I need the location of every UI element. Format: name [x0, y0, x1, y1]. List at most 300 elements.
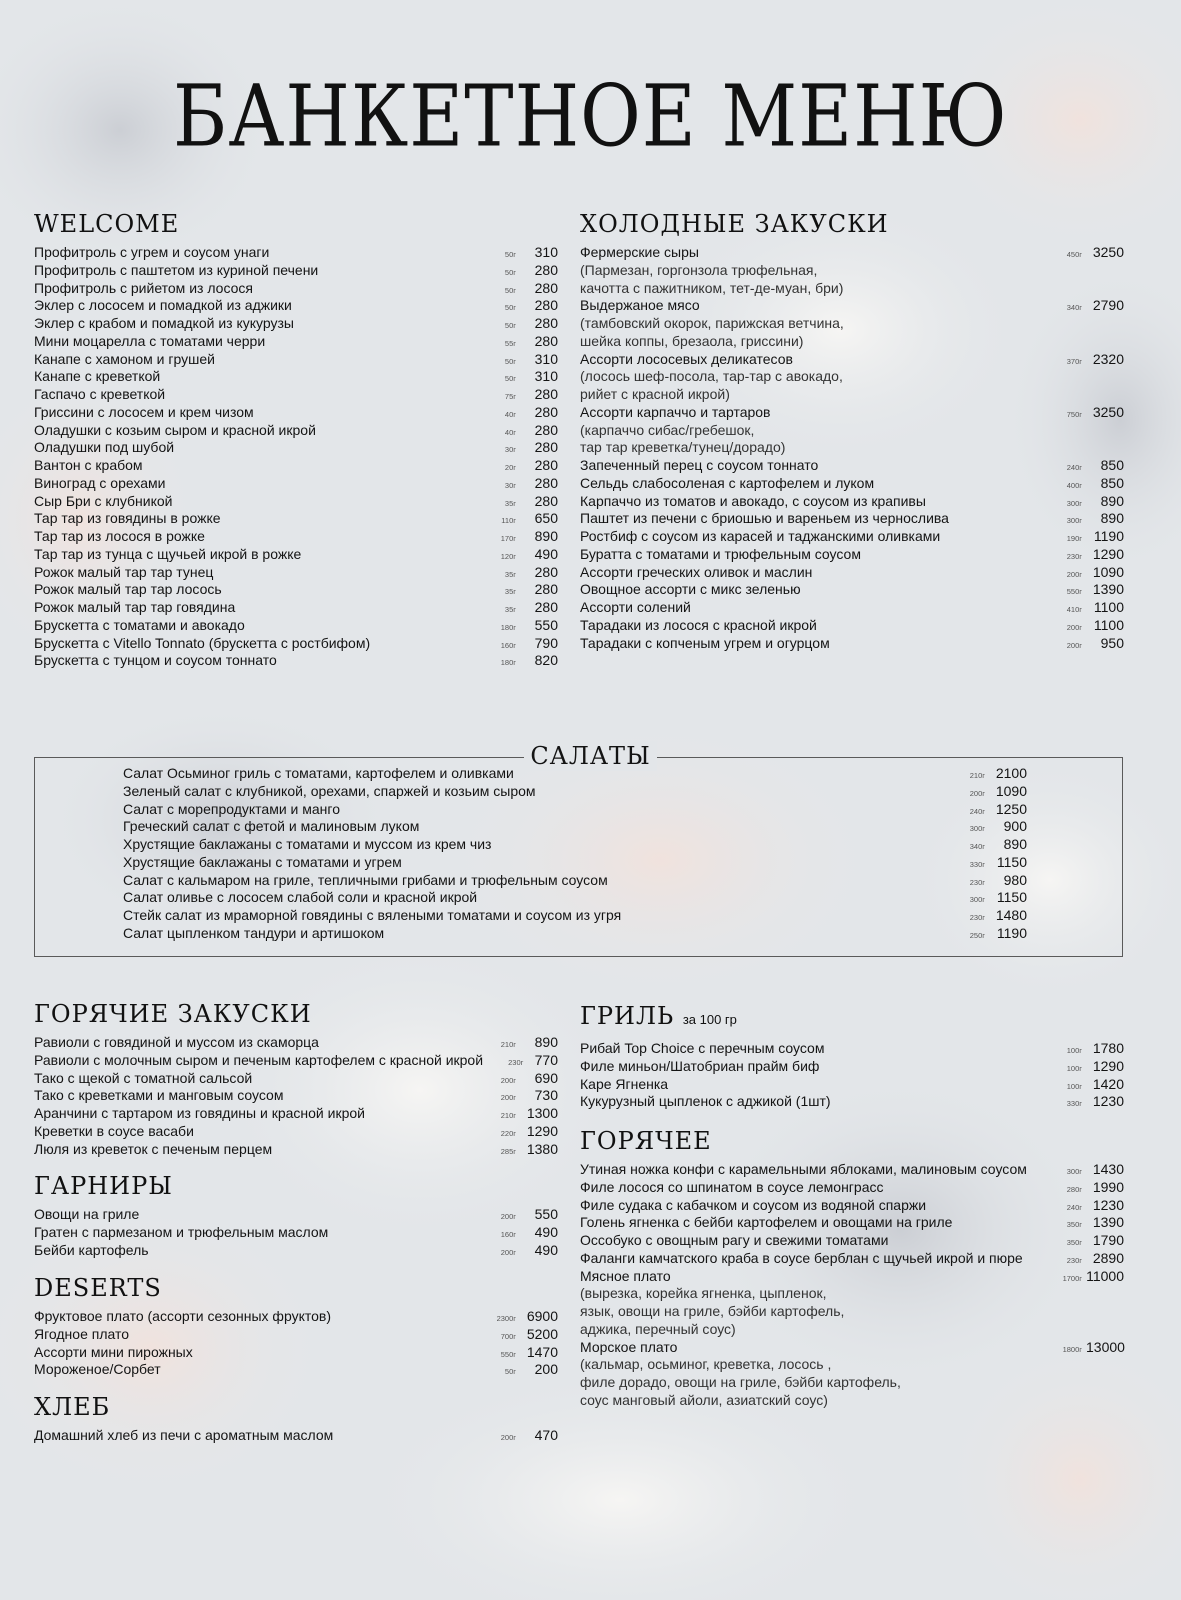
item-price: 5200: [526, 1325, 558, 1342]
item-price: 280: [534, 474, 558, 491]
item-weight: 1800г: [1062, 1344, 1082, 1354]
item-price: 200: [534, 1361, 558, 1378]
item-weight: 230г: [508, 1057, 524, 1067]
item-name: Зеленый салат с клубникой, орехами, спаржей и козьим сыром: [123, 782, 536, 799]
menu-item: [123, 889, 1027, 907]
item-description: соус манговый айоли, азиатский соус): [580, 1391, 828, 1408]
menu-item: [34, 1087, 558, 1105]
item-name: Овощное ассорти с микс зеленью: [580, 581, 801, 598]
item-price: 490: [534, 1223, 558, 1240]
item-name: Рожок малый тар тар говядина: [34, 599, 236, 615]
menu-item: [580, 351, 1124, 369]
item-description: филе дорадо, овощи на гриле, бэйби картофель,: [580, 1374, 901, 1390]
item-weight: 100г: [1066, 1046, 1082, 1055]
item-price: 11000: [1086, 1267, 1124, 1284]
item-name: Оладушки с козьим сыром и красной икрой: [34, 421, 316, 438]
item-name: Тарадаки из лосося с красной икрой: [580, 616, 817, 633]
item-price: 890: [1100, 492, 1124, 509]
item-description: (кальмар, осьминог, креветка, лосось ,: [580, 1356, 832, 1373]
item-weight: 100г: [1066, 1081, 1082, 1091]
item-name: Мороженое/Сорбет: [34, 1361, 161, 1378]
section-grill: [580, 1001, 1124, 1111]
item-weight: 50г: [504, 356, 516, 366]
item-name: Равиоли с молочным сыром и печеным картофелем с красной икрой: [34, 1051, 484, 1068]
menu-item: [123, 783, 1027, 801]
item-name: Оссобуко с овощным рагу и свежими томатами: [580, 1232, 889, 1248]
item-name: Гратен с пармезаном и трюфельным маслом: [34, 1223, 329, 1240]
item-price: 1390: [1092, 1214, 1124, 1231]
item-weight: 200г: [1066, 640, 1082, 650]
item-name: Мини моцарелла с томатами черри: [34, 332, 266, 349]
item-price: 730: [534, 1087, 558, 1104]
item-name: Равиоли с говядиной и муссом из скаморца: [34, 1034, 319, 1050]
item-name: Салат с кальмаром на гриле, тепличными грибами и трюфельным соусом: [123, 871, 608, 888]
item-name: Фермерские сыры: [580, 244, 699, 260]
item-name: Бейби картофель: [34, 1241, 149, 1258]
item-name: Тар тар из тунца с щучьей икрой в рожке: [34, 545, 302, 562]
item-weight: 35г: [504, 498, 516, 508]
item-weight: 300г: [1066, 1167, 1082, 1176]
item-price: 1090: [1092, 563, 1124, 580]
item-name: Рожок малый тар тар тунец: [34, 563, 214, 580]
item-price: 2320: [1092, 350, 1124, 367]
menu-item: [34, 599, 558, 617]
item-price: 890: [534, 1034, 558, 1050]
item-name: Рибай Top Choice с перечным соусом: [580, 1040, 825, 1056]
item-price: 550: [534, 616, 558, 633]
item-price: 900: [1003, 818, 1027, 835]
item-price: 1190: [996, 924, 1027, 941]
item-price: 1790: [1092, 1232, 1124, 1248]
menu-item: [34, 528, 558, 546]
section-cold-starters: [580, 209, 1124, 652]
item-name: Ассорти лососевых деликатесов: [580, 350, 793, 367]
menu-item: [580, 564, 1124, 582]
item-weight: 1700г: [1062, 1273, 1082, 1283]
item-description: шейка коппы, брезаола, гриссини): [580, 332, 804, 349]
item-price: 1300: [526, 1105, 558, 1121]
item-weight: 100г: [1066, 1063, 1082, 1073]
section-title: ГАРНИРЫ: [34, 1172, 173, 1200]
item-name: Мясное плато: [580, 1267, 671, 1284]
menu-item: [580, 1197, 1124, 1215]
item-name: Люля из креветок с печеным перцем: [34, 1140, 273, 1157]
item-price: 1150: [996, 889, 1027, 906]
menu-item: [580, 1040, 1124, 1058]
item-price: 13000: [1086, 1338, 1125, 1355]
item-description: (Пармезан, горгонзола трюфельная,: [580, 261, 818, 278]
menu-item: [34, 368, 558, 386]
menu-item: [34, 244, 558, 262]
item-weight: 200г: [500, 1075, 516, 1085]
item-weight: 340г: [1066, 303, 1082, 313]
item-weight: 30г: [504, 480, 516, 490]
menu-item: [580, 1076, 1124, 1094]
menu-item: [580, 599, 1124, 617]
menu-list: [34, 1034, 558, 1158]
item-name: Салат цыпленком тандури и артишоком: [123, 924, 385, 941]
item-price: 280: [534, 421, 558, 438]
item-weight: 550г: [500, 1349, 516, 1359]
section-title: САЛАТЫ: [524, 741, 656, 771]
item-weight: 160г: [500, 1229, 516, 1239]
item-price: 1290: [1092, 1057, 1124, 1074]
menu-item: [34, 439, 558, 457]
item-price: 1230: [1092, 1093, 1124, 1110]
item-weight: 30г: [504, 445, 516, 455]
item-description: язык, овощи на гриле, бэйби картофель,: [580, 1303, 845, 1319]
page-title: БАНКЕТНОЕ МЕНЮ: [173, 67, 1008, 167]
item-price: 1780: [1092, 1040, 1124, 1056]
item-price: 280: [534, 261, 558, 278]
menu-list: [34, 1427, 558, 1445]
item-weight: 200г: [1066, 622, 1082, 632]
item-price: 650: [534, 510, 558, 527]
item-price: 280: [534, 581, 558, 598]
item-weight: 190г: [1066, 534, 1082, 543]
item-price: 280: [534, 403, 558, 420]
item-weight: 285г: [500, 1146, 516, 1156]
item-price: 1190: [1093, 528, 1124, 544]
item-weight: 210г: [500, 1040, 516, 1049]
item-weight: 200г: [969, 788, 985, 798]
item-weight: 180г: [500, 658, 516, 668]
item-price: 980: [1003, 871, 1027, 888]
menu-item: [580, 1250, 1124, 1268]
item-weight: 240г: [969, 806, 985, 816]
item-weight: 35г: [504, 569, 516, 579]
item-weight: 35г: [504, 587, 516, 597]
item-price: 280: [534, 492, 558, 509]
item-price: 950: [1100, 634, 1124, 651]
item-name: Аранчини с тартаром из говядины и красной икрой: [34, 1105, 365, 1121]
item-weight: 240г: [1066, 463, 1082, 472]
menu-item: [580, 1339, 1124, 1357]
item-weight: 400г: [1066, 480, 1082, 490]
item-name: Фаланги камчатского краба в соусе берблан с щучьей икрой и пюре: [580, 1249, 1023, 1266]
grill-title: ГРИЛЬ: [580, 1002, 675, 1030]
item-weight: 20г: [504, 463, 516, 472]
item-name: Тар тар из лосося в рожке: [34, 528, 205, 544]
item-weight: 200г: [500, 1247, 516, 1257]
item-weight: 200г: [1066, 569, 1082, 579]
item-weight: 50г: [504, 374, 516, 384]
menu-item: [34, 1427, 558, 1445]
item-price: 1430: [1092, 1161, 1124, 1177]
menu-item: [34, 457, 558, 475]
item-name: Сельдь слабосоленая с картофелем и луком: [580, 474, 875, 491]
item-weight: 340г: [969, 842, 985, 851]
item-name: Брускетта с томатами и авокадо: [34, 616, 245, 633]
item-name: Ассорти карпаччо и тартаров: [580, 403, 771, 420]
item-name: Виноград с орехами: [34, 474, 166, 491]
item-weight: 330г: [1066, 1099, 1082, 1109]
item-price: 790: [534, 634, 558, 651]
item-weight: 330г: [969, 859, 985, 869]
item-price: 1420: [1092, 1075, 1124, 1092]
menu-item: [123, 801, 1027, 819]
item-description: тар тар креветка/тунец/дорадо): [580, 439, 786, 456]
menu-item: [123, 836, 1027, 854]
item-name: Оладушки под шубой: [34, 439, 175, 456]
item-weight: 200г: [500, 1093, 516, 1103]
menu-item: [34, 404, 558, 422]
item-price: 1100: [1093, 599, 1124, 615]
item-name: Тар тар из говядины в рожке: [34, 510, 221, 527]
item-name: Эклер с лососем и помадкой из аджики: [34, 297, 292, 314]
section-title: ГОРЯЧЕЕ: [580, 1127, 712, 1155]
item-price: 470: [534, 1427, 558, 1443]
item-price: 1290: [1092, 545, 1124, 562]
item-weight: 300г: [1066, 516, 1082, 526]
menu-item: [580, 528, 1124, 546]
item-name: Эклер с крабом и помадкой из кукурузы: [34, 315, 294, 331]
menu-item: [580, 404, 1124, 422]
item-weight: 50г: [504, 267, 516, 277]
item-price: 1150: [996, 853, 1027, 870]
item-name: Тако с щекой с томатной сальсой: [34, 1069, 253, 1086]
item-name: Филе миньон/Шатобриан прайм биф: [580, 1057, 820, 1074]
item-weight: 170г: [500, 534, 516, 543]
menu-item: [34, 1308, 558, 1326]
item-price: 3250: [1092, 403, 1124, 420]
item-price: 280: [534, 297, 558, 314]
item-price: 1470: [526, 1343, 558, 1360]
item-name: Салат оливье с лососем слабой соли и красной икрой: [123, 889, 478, 906]
item-price: 2890: [1092, 1249, 1124, 1266]
item-weight: 300г: [969, 895, 985, 905]
item-weight: 230г: [969, 913, 985, 922]
menu-item: [34, 1242, 558, 1260]
item-weight: 200г: [500, 1433, 516, 1442]
section-title: WELCOME: [34, 210, 180, 238]
item-price: 280: [534, 332, 558, 349]
item-name: Хрустящие баклажаны с томатами и муссом из крем чиз: [123, 836, 492, 852]
item-description: (лосось шеф-посола, тар-тар с авокадо,: [580, 368, 843, 385]
menu-item: [34, 1123, 558, 1141]
item-price: 550: [534, 1206, 558, 1222]
menu-item: [34, 546, 558, 564]
menu-item: [123, 872, 1027, 890]
item-name: Кукурузный цыпленок с аджикой (1шт): [580, 1093, 831, 1110]
section-deserts: [34, 1273, 558, 1379]
item-weight: 35г: [504, 605, 516, 614]
menu-item: [580, 1161, 1124, 1179]
item-price: 280: [534, 457, 558, 473]
item-price: 280: [534, 563, 558, 580]
menu-item: [34, 1034, 558, 1052]
menu-list: [34, 1308, 558, 1379]
item-weight: 300г: [969, 824, 985, 834]
menu-item: [34, 1141, 558, 1159]
item-price: 6900: [526, 1308, 558, 1324]
item-price: 1100: [1093, 616, 1124, 633]
item-price: 1090: [995, 782, 1027, 799]
item-name: Тарадаки с копченым угрем и огурцом: [580, 634, 830, 651]
item-name: Домашний хлеб из печи с ароматным маслом: [34, 1427, 334, 1443]
item-weight: 250г: [969, 930, 985, 940]
item-weight: 55г: [504, 338, 516, 348]
menu-item: [34, 475, 558, 493]
item-name: Креветки в соусе васаби: [34, 1122, 194, 1139]
item-weight: 50г: [504, 1367, 516, 1377]
item-name: Профитроль с рийетом из лосося: [34, 279, 253, 296]
item-price: 3250: [1092, 244, 1124, 260]
item-price: 280: [534, 279, 558, 296]
item-name: Сыр Бри с клубникой: [34, 492, 173, 509]
menu-item: [34, 315, 558, 333]
item-weight: 110г: [501, 516, 516, 526]
item-price: 1380: [526, 1140, 558, 1157]
menu-item: [580, 1179, 1124, 1197]
section-welcome: [34, 209, 558, 670]
item-price: 310: [534, 368, 558, 385]
item-price: 490: [534, 545, 558, 562]
item-name: Брускетта с Vitello Tonnato (брускетта с ростбифом): [34, 634, 371, 651]
item-weight: 240г: [1066, 1202, 1082, 1212]
menu-item: [34, 297, 558, 315]
menu-item: [580, 617, 1124, 635]
section-salads: [123, 765, 1027, 943]
item-name: Овощи на гриле: [34, 1206, 140, 1222]
item-name: Канапе с креветкой: [34, 368, 161, 385]
item-price: 890: [1100, 510, 1124, 527]
item-description: (тамбовский окорок, парижская ветчина,: [580, 315, 844, 331]
item-name: Брускетта с тунцом и соусом тоннато: [34, 652, 277, 669]
item-name: Ассорти греческих оливок и маслин: [580, 563, 813, 580]
item-weight: 230г: [1066, 551, 1082, 561]
item-weight: 220г: [500, 1128, 516, 1138]
menu-item: [34, 351, 558, 369]
section-garnish: [34, 1171, 558, 1259]
item-weight: 40г: [504, 409, 516, 419]
item-description: (карпаччо сибас/гребешок,: [580, 421, 755, 438]
item-weight: 40г: [504, 427, 516, 437]
item-weight: 160г: [500, 640, 516, 650]
item-price: 2790: [1092, 297, 1124, 314]
menu-item: [34, 280, 558, 298]
menu-item: [34, 1105, 558, 1123]
item-name: Голень ягненка с бейби картофелем и овощами на гриле: [580, 1214, 953, 1231]
menu-item: [580, 457, 1124, 475]
section-hot-dishes: [580, 1126, 1124, 1410]
item-price: 280: [534, 386, 558, 402]
item-price: 280: [534, 315, 558, 331]
item-name: Профитроль с паштетом из куриной печени: [34, 261, 319, 278]
menu-item: [580, 1214, 1124, 1232]
item-name: Филе судака с кабачком и соусом из водяной спаржи: [580, 1196, 927, 1213]
item-price: 820: [534, 652, 558, 669]
menu-item: [34, 510, 558, 528]
item-name: Профитроль с угрем и соусом унаги: [34, 244, 270, 260]
menu-item: [123, 925, 1027, 943]
item-name: Салат Осьминог гриль с томатами, картофелем и оливками: [123, 765, 514, 781]
item-weight: 350г: [1066, 1220, 1082, 1230]
menu-item: [34, 386, 558, 404]
menu-item: [580, 546, 1124, 564]
item-weight: 280г: [1066, 1184, 1082, 1194]
section-title: ХОЛОДНЫЕ ЗАКУСКИ: [580, 210, 889, 238]
item-name: Вантон с крабом: [34, 457, 143, 473]
item-name: Выдержаное мясо: [580, 297, 700, 314]
menu-list: [580, 1040, 1124, 1111]
item-name: Ягодное плато: [34, 1325, 130, 1342]
item-weight: 700г: [500, 1331, 516, 1341]
menu-item: [34, 1361, 558, 1379]
menu-item: [34, 635, 558, 653]
item-name: Морское плато: [580, 1338, 678, 1355]
item-price: 2100: [995, 765, 1027, 781]
menu-item: [580, 475, 1124, 493]
item-weight: 210г: [500, 1111, 516, 1120]
item-price: 1990: [1092, 1178, 1124, 1195]
menu-list: [34, 244, 558, 670]
item-price: 890: [534, 528, 558, 544]
item-name: Каре Ягненка: [580, 1075, 669, 1092]
menu-item: [34, 1206, 558, 1224]
menu-item: [580, 297, 1124, 315]
item-weight: 370г: [1066, 356, 1082, 366]
menu-item: [34, 1326, 558, 1344]
item-weight: 210г: [969, 771, 985, 780]
item-name: Карпаччо из томатов и авокадо, с соусом из крапивы: [580, 492, 926, 509]
menu-item: [34, 422, 558, 440]
item-description: (вырезка, корейка ягненка, цыпленок,: [580, 1285, 827, 1302]
item-name: Рожок малый тар тар лосось: [34, 581, 222, 598]
item-price: 1230: [1092, 1196, 1124, 1213]
item-price: 690: [534, 1069, 558, 1086]
menu-item: [34, 262, 558, 280]
item-price: 280: [534, 439, 558, 456]
menu-list: [34, 1206, 558, 1259]
item-name: Греческий салат с фетой и малиновым луком: [123, 818, 420, 835]
item-price: 850: [1100, 474, 1124, 491]
menu-item: [580, 1232, 1124, 1250]
menu-item: [34, 581, 558, 599]
item-weight: 350г: [1066, 1238, 1082, 1247]
menu-item: [34, 1070, 558, 1088]
menu-item: [123, 854, 1027, 872]
item-weight: 450г: [1066, 250, 1082, 259]
menu-item: [580, 581, 1124, 599]
section-title: ХЛЕБ: [34, 1393, 111, 1421]
item-price: 850: [1100, 457, 1124, 473]
item-weight: 410г: [1066, 605, 1082, 614]
section-title: ГОРЯЧИЕ ЗАКУСКИ: [34, 1000, 312, 1028]
item-price: 490: [534, 1241, 558, 1258]
item-name: Филе лосося со шпинатом в соусе лемонграсс: [580, 1178, 884, 1195]
item-weight: 750г: [1066, 409, 1082, 419]
menu-item: [580, 635, 1124, 653]
item-weight: 200г: [500, 1212, 516, 1221]
section-bread: [34, 1392, 558, 1445]
item-weight: 75г: [504, 392, 516, 401]
item-name: Ростбиф с соусом из карасей и таджанскими оливками: [580, 528, 941, 544]
menu-item: [34, 1344, 558, 1362]
item-name: Стейк салат из мраморной говядины с вялеными томатами и соусом из угря: [123, 907, 622, 923]
menu-item: [123, 818, 1027, 836]
menu-list: [123, 765, 1027, 943]
item-name: Тако с креветками и манговым соусом: [34, 1087, 284, 1104]
item-price: 310: [534, 244, 558, 260]
menu-item: [580, 244, 1124, 262]
menu-list: [580, 244, 1124, 652]
item-name: Канапе с хамоном и грушей: [34, 350, 215, 367]
menu-list: [580, 1161, 1124, 1410]
item-weight: 120г: [500, 551, 516, 561]
menu-item: [34, 1224, 558, 1242]
item-name: Гриссини с лососем и крем чизом: [34, 403, 254, 420]
